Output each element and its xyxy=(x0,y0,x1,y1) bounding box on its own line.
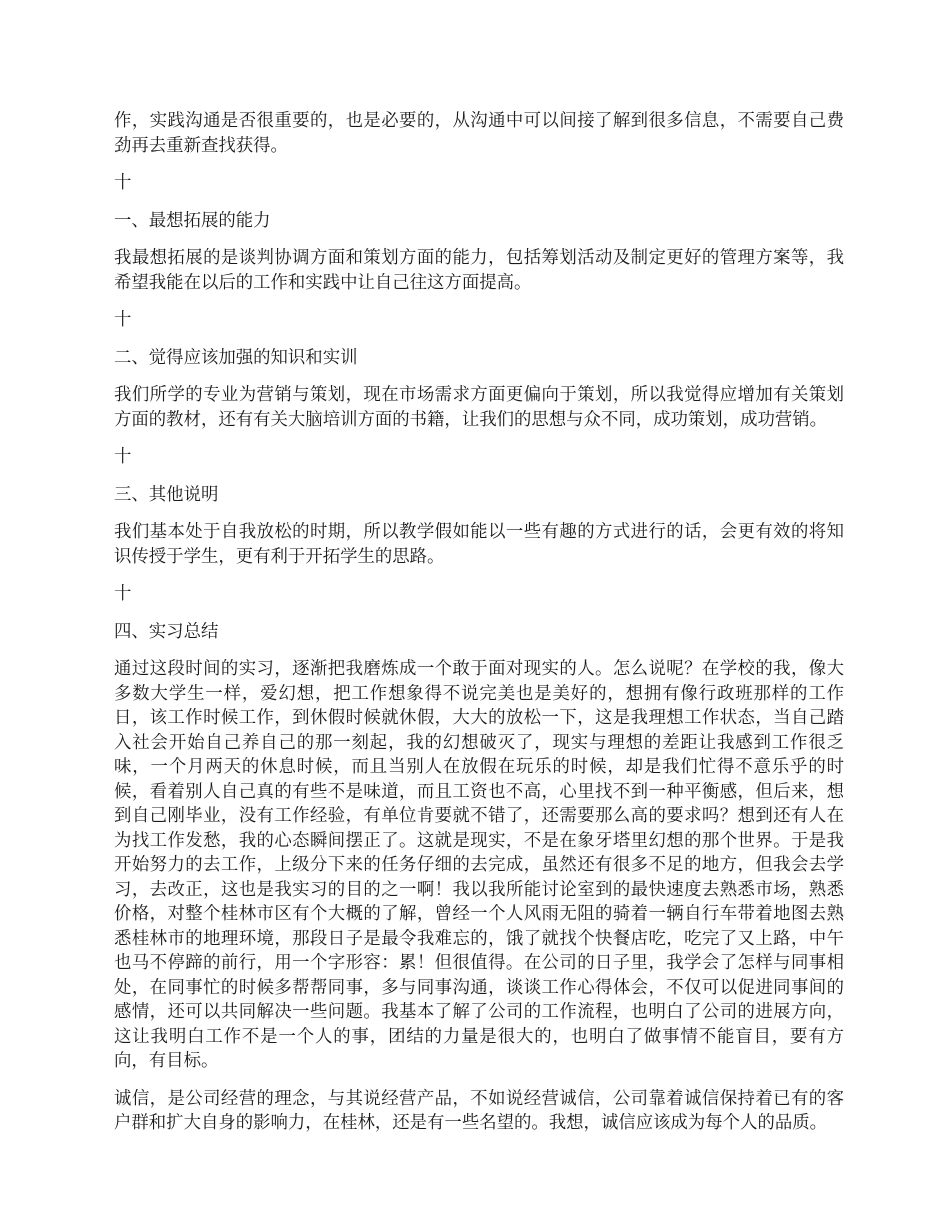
paragraph-3: 我们基本处于自我放松的时期，所以教学假如能以一些有趣的方式进行的话，会更有效的将知识传授于学生，更有利于开拓学生的思路。 xyxy=(114,522,844,567)
divider-mark: 十 xyxy=(114,310,132,330)
paragraph-1: 我最想拓展的是谈判协调方面和策划方面的能力，包括筹划活动及制定更好的管理方案等，我希望我能在以后的工作和实践中让自己往这方面提高。 xyxy=(114,248,844,293)
section-heading-1: 一、最想拓展的能力 xyxy=(114,210,271,231)
paragraph-4: 通过这段时间的实习，逐渐把我磨炼成一个敢于面对现实的人。怎么说呢？在学校的我，像大多数大学生一样，爱幻想，把工作想象得不说完美也是美好的，想拥有像行政班那样的工作日，该工作时候工作，到休假时候就休假，大大的放松一下，这是我理想工作状态，当自己踏入社会开始自己养自己的那一刻起，我的幻想破灭了，现实与理想的差距让我感到工作很乏味，一个月两天的休息时候，而且当别人在放假在玩乐的时候，却是我们忙得不意乐乎的时候，看着别人自己真的有些不是味道，而且工资也不高，心里找不到一种平衡感，但后来，想到自己刚毕业，没有工作经验，有单位肯要就不错了，还需要那么高的要求吗？想到还有人在为找工作发愁，我的心态瞬间摆正了。这就是现实，不是在象牙塔里幻想的那个世界。于是我开始努力的去工作，上级分下来的任务仔细的去完成，虽然还有很多不足的地方，但我会去学习，去改正，这也是我实习的目的之一啊！我以我所能讨论室到的最快速度去熟悉市场，熟悉价格，对整个桂林市区有个大概的了解，曾经一个人风雨无阻的骑着一辆自行车带着地图去熟悉桂林市的地理环境，那段日子是最令我难忘的，饿了就找个快餐店吃，吃完了又上路，中午也马不停蹄的前行，用一个字形容：累！但很值得。在公司的日子里，我学会了怎样与同事相处，在同事忙的时候多帮帮同事，多与同事沟通，谈谈工作心得体会，不仅可以促进同事间的感情，还可以共同解决一些问题。我基本了解了公司的工作流程，也明白了公司的进展方向，这让我明白工作不是一个人的事，团结的力量是很大的，也明白了做事情不能盲目，要有方向，有目标。 xyxy=(114,659,844,1071)
divider-mark: 十 xyxy=(114,173,132,193)
paragraph-intro: 作，实践沟通是否很重要的，也是必要的，从沟通中可以间接了解到很多信息，不需要自己费劲再去重新查找获得。 xyxy=(114,111,844,156)
divider-mark: 十 xyxy=(114,447,132,467)
section-heading-3: 三、其他说明 xyxy=(114,484,219,505)
section-heading-2: 二、觉得应该加强的知识和实训 xyxy=(114,347,358,368)
document-page xyxy=(114,109,844,1149)
section-heading-4: 四、实习总结 xyxy=(114,621,219,642)
paragraph-2: 我们所学的专业为营销与策划，现在市场需求方面更偏向于策划，所以我觉得应增加有关策划方面的教材，还有有关大脑培训方面的书籍，让我们的思想与众不同，成功策划，成功营销。 xyxy=(114,385,844,430)
paragraph-5: 诚信，是公司经营的理念，与其说经营产品，不如说经营诚信，公司靠着诚信保持着已有的客户群和扩大自身的影响力，在桂林，还是有一些名望的。我想，诚信应该成为每个人的品质。 xyxy=(114,1088,844,1133)
divider-mark: 十 xyxy=(114,584,132,604)
